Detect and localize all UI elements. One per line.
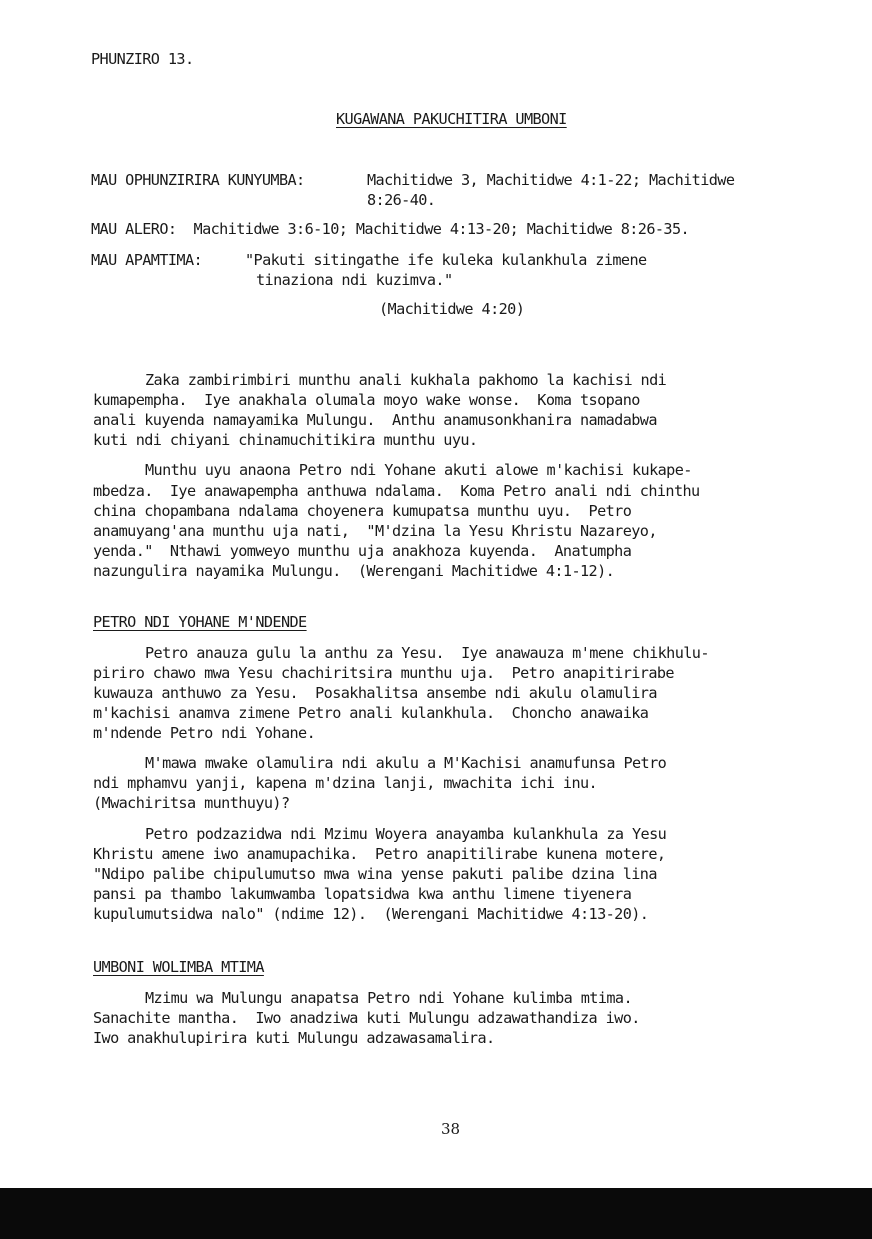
paragraph-line: yenda." Nthawi yomweyo munthu uja anakhoza kuyenda. Anatumpha bbox=[93, 542, 632, 560]
section-heading-bold-witness: UMBONI WOLIMBA MTIMA bbox=[93, 958, 264, 976]
paragraph-line: china chopambana ndalama choyenera kumupatsa munthu uyu. Petro bbox=[93, 502, 632, 520]
paragraph-line: Zaka zambirimbiri munthu anali kukhala pakhomo la kachisi ndi bbox=[145, 371, 667, 389]
home-reading-refs-line2: 8:26-40. bbox=[367, 191, 436, 209]
paragraph-line: (Mwachiritsa munthuyu)? bbox=[93, 794, 290, 812]
paragraph-line: m'kachisi anamva zimene Petro anali kulankhula. Choncho anawaika bbox=[93, 704, 649, 722]
paragraph-line: piriro chawo mwa Yesu chachiritsira munthu uja. Petro anapitirirabe bbox=[93, 664, 674, 682]
paragraph-line: anamuyang'ana munthu uja nati, "M'dzina la Yesu Khristu Nazareyo, bbox=[93, 522, 657, 540]
paragraph-line: m'ndende Petro ndi Yohane. bbox=[93, 724, 316, 742]
paragraph-line: Sanachite mantha. Iwo anadziwa kuti Mulungu adzawathandiza iwo. bbox=[93, 1009, 640, 1027]
paragraph-line: Munthu uyu anaona Petro ndi Yohane akuti alowe m'kachisi kukape- bbox=[145, 461, 692, 479]
paragraph-line: mbedza. Iye anawapempha anthuwa ndalama. Koma Petro anali ndi chinthu bbox=[93, 482, 700, 500]
paragraph-line: kumapempha. Iye anakhala olumala moyo wake wonse. Koma tsopano bbox=[93, 391, 640, 409]
paragraph-line: Petro podzazidwa ndi Mzimu Woyera anayamba kulankhula za Yesu bbox=[145, 825, 667, 843]
paragraph-line: "Ndipo palibe chipulumutso mwa wina yense pakuti palibe dzina lina bbox=[93, 865, 657, 883]
home-reading-label: MAU OPHUNZIRIRA KUNYUMBA: bbox=[91, 171, 305, 189]
paragraph-line: M'mawa mwake olamulira ndi akulu a M'Kachisi anamufunsa Petro bbox=[145, 754, 667, 772]
paragraph-line: nazungulira nayamika Mulungu. (Werengani Machitidwe 4:1-12). bbox=[93, 562, 615, 580]
memory-verse-reference: (Machitidwe 4:20) bbox=[379, 300, 525, 318]
memory-verse-line1: "Pakuti sitingathe ife kuleka kulankhula zimene bbox=[245, 251, 647, 269]
paragraph-line: kuti ndi chiyani chinamuchitikira munthu uyu. bbox=[93, 431, 478, 449]
paragraph-line: ndi mphamvu yanji, kapena m'dzina lanji, mwachita ichi inu. bbox=[93, 774, 598, 792]
paragraph-line: Iwo anakhulupirira kuti Mulungu adzawasamalira. bbox=[93, 1029, 495, 1047]
paragraph-line: Petro anauza gulu la anthu za Yesu. Iye anawauza m'mene chikhulu- bbox=[145, 644, 709, 662]
paragraph-line: kupulumutsidwa nalo" (ndime 12). (Werengani Machitidwe 4:13-20). bbox=[93, 905, 649, 923]
lesson-reading-line: MAU ALERO: Machitidwe 3:6-10; Machitidwe 4:13-20; Machitidwe 8:26-35. bbox=[91, 220, 690, 238]
memory-verse-label: MAU APAMTIMA: bbox=[91, 251, 203, 269]
paragraph-line: kuwauza anthuwo za Yesu. Posakhalitsa ansembe ndi akulu olamulira bbox=[93, 684, 657, 702]
page-number: 38 bbox=[441, 1120, 461, 1138]
paragraph-line: Khristu amene iwo anamupachika. Petro anapitilirabe kunena motere, bbox=[93, 845, 666, 863]
section-heading-prison: PETRO NDI YOHANE M'NDENDE bbox=[93, 613, 307, 631]
paragraph-line: pansi pa thambo lakumwamba lopatsidwa kwa anthu limene tiyenera bbox=[93, 885, 632, 903]
paragraph-line: anali kuyenda namayamika Mulungu. Anthu anamusonkhanira namadabwa bbox=[93, 411, 657, 429]
page-title: KUGAWANA PAKUCHITIRA UMBONI bbox=[336, 110, 567, 128]
paragraph-line: Mzimu wa Mulungu anapatsa Petro ndi Yohane kulimba mtima. bbox=[145, 989, 632, 1007]
scan-bottom-border bbox=[0, 1188, 872, 1239]
lesson-label: PHUNZIRO 13. bbox=[91, 50, 194, 68]
home-reading-refs-line1: Machitidwe 3, Machitidwe 4:1-22; Machitidwe bbox=[367, 171, 735, 189]
memory-verse-line2: tinaziona ndi kuzimva." bbox=[256, 271, 453, 289]
